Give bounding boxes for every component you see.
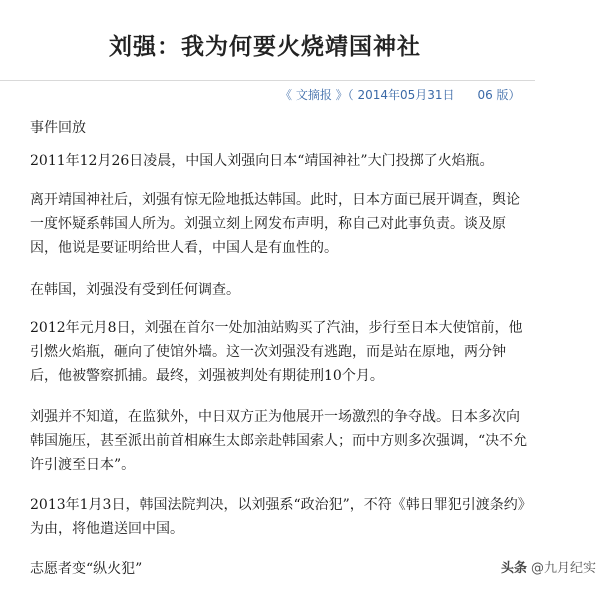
- section-heading: 志愿者变“纵火犯”: [30, 561, 143, 577]
- watermark-brand: 头条: [500, 561, 527, 576]
- source-date: 》（ 2014年05月31日: [331, 88, 455, 102]
- paragraph: 2013年1月3日，韩国法院判决，以刘强系“政治犯”，不符《韩日罪犯引渡条约》为由，将他遣送回中国。: [30, 497, 525, 537]
- watermark-handle: @九月纪实: [530, 561, 596, 576]
- source-open: 《: [280, 88, 296, 102]
- paragraph: 2011年12月26日凌晨，中国人刘强向日本“靖国神社”大门投掷了火焰瓶。: [30, 153, 494, 169]
- title-divider: [0, 80, 535, 81]
- paragraph: 2012年元月8日，刘强在首尔一处加油站购买了汽油，步行至日本大使馆前，他引燃火焰瓶，砸向了使馆外墙。这一次刘强没有逃跑，而是站在原地，两分钟后，他被警察抓捕。最终，刘强被判处有期徒刑10个月。: [30, 320, 523, 384]
- source-edition: 06 版）: [477, 88, 521, 102]
- paragraph: 离开靖国神社后，刘强有惊无险地抵达韩国。此时，日本方面已展开调查，舆论一度怀疑系韩国人所为。刘强立刻上网发布声明，称自己对此事负责。谈及原因，他说是要证明给世人看，中国人是有血性的。: [30, 192, 520, 256]
- paragraph: 在韩国，刘强没有受到任何调查。: [30, 282, 240, 298]
- source-line: [280, 86, 521, 103]
- watermark: [501, 557, 596, 576]
- source-link[interactable]: 文摘报: [295, 88, 332, 102]
- article-title: 刘强：我为何要火烧靖国神社: [109, 34, 421, 60]
- paragraph: 刘强并不知道，在监狱外，中日双方正为他展开一场激烈的争夺战。日本多次向韩国施压，甚至派出前首相麻生太郎亲赴韩国索人；而中方则多次强调，“决不允许引渡至日本”。: [30, 409, 528, 473]
- section-heading: 事件回放: [30, 120, 86, 136]
